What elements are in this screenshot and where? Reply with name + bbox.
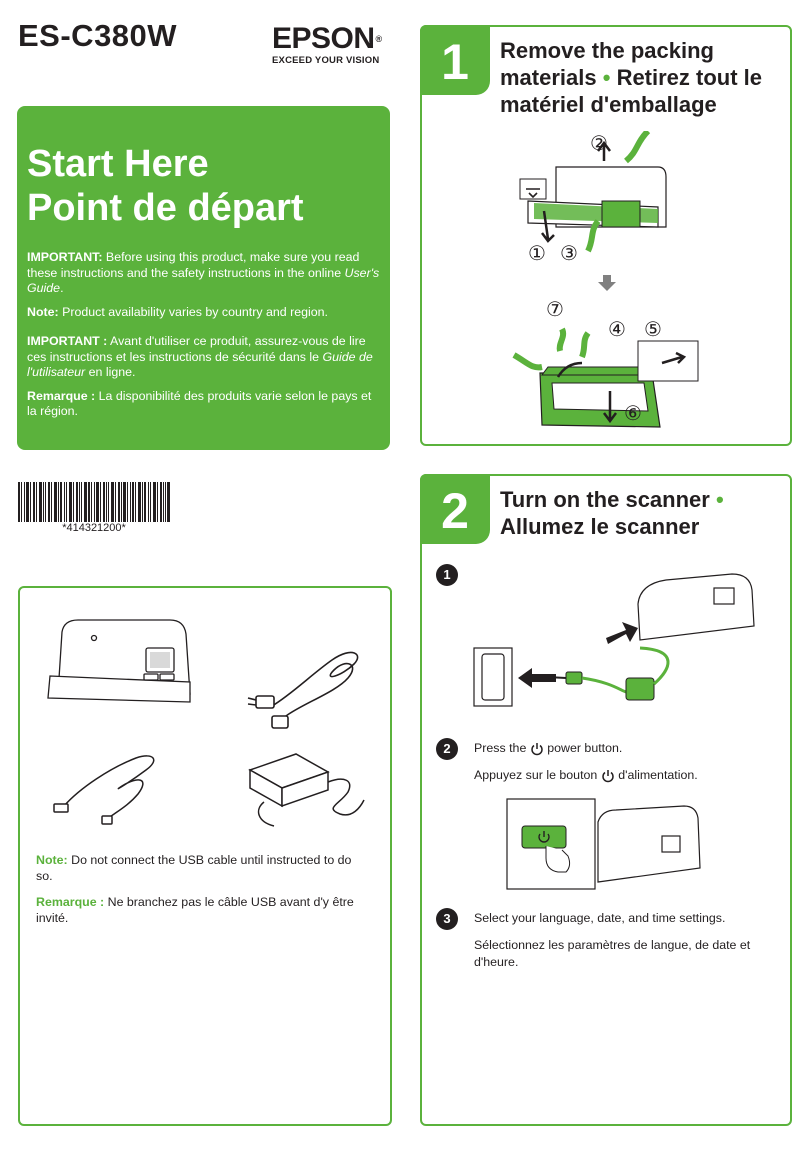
- usb-note: Note: Do not connect the USB cable until instructed to do so. Remarque : Ne branchez pas le câble USB avant d'y être invité.: [36, 853, 354, 925]
- step-2-title: Turn on the scanner • Allumez le scanner: [500, 487, 724, 539]
- step-2-number: 2: [420, 474, 490, 544]
- usb-cable-illustration: [50, 748, 170, 828]
- important-en: IMPORTANT: Before using this product, make sure you read these instructions and the safety instructions in the online User's Guide.: [27, 250, 380, 295]
- press-power-illustration: [506, 798, 706, 892]
- brand-name: EPSON: [272, 22, 375, 55]
- connect-power-illustration: [470, 570, 786, 720]
- ac-adapter-illustration: [244, 748, 370, 832]
- marker-2: ②: [590, 133, 608, 155]
- marker-4: ④: [608, 319, 626, 341]
- marker-5: ⑤: [644, 319, 662, 341]
- marker-1: ①: [528, 243, 546, 265]
- substep-3-number: 3: [436, 908, 458, 930]
- barcode-image: [18, 482, 170, 522]
- start-here-panel: [17, 106, 390, 450]
- important-fr: IMPORTANT : Avant d'utiliser ce produit, assurez-vous de lire ces instructions et les instructions de sécurité dans le Guide de l'utilisateur en ligne.: [27, 334, 373, 379]
- substep-2-text: Press the power button. Appuyez sur le bouton d'alimentation.: [474, 741, 698, 782]
- substep-1-number: 1: [436, 564, 458, 586]
- scanner-illustration: [44, 612, 194, 708]
- step-1-panel: [420, 25, 792, 446]
- open-cover-illustration: [512, 307, 702, 437]
- box-contents-panel: [18, 586, 392, 1126]
- step-1-number: 1: [420, 25, 490, 95]
- down-arrow-icon: [598, 275, 616, 291]
- epson-logo: [272, 24, 392, 66]
- remarque-fr: Remarque : La disponibilité des produits varie selon le pays et la région.: [27, 388, 372, 418]
- power-icon: [530, 742, 544, 756]
- model-name: ES-C380W: [18, 18, 178, 53]
- brand-tagline: EXCEED YOUR VISION: [272, 55, 380, 66]
- marker-3: ③: [560, 243, 578, 265]
- power-icon: [601, 769, 615, 783]
- substep-2-number: 2: [436, 738, 458, 760]
- substep-3-text: Select your language, date, and time settings. Sélectionnez les paramètres de langue, de date et d'heure.: [474, 911, 751, 969]
- power-cord-illustration: [242, 634, 368, 730]
- registered-mark: ®: [375, 34, 382, 44]
- start-title: Start Here Point de départ: [27, 143, 304, 229]
- marker-7: ⑦: [546, 299, 564, 321]
- marker-6: ⑥: [624, 403, 642, 425]
- note-en: Note: Product availability varies by country and region.: [27, 304, 328, 319]
- step-1-title: Remove the packing materials • Retirez tout le matériel d'emballage: [500, 38, 763, 117]
- barcode-number: *414321200*: [62, 522, 126, 534]
- step-2-panel: [420, 474, 792, 1126]
